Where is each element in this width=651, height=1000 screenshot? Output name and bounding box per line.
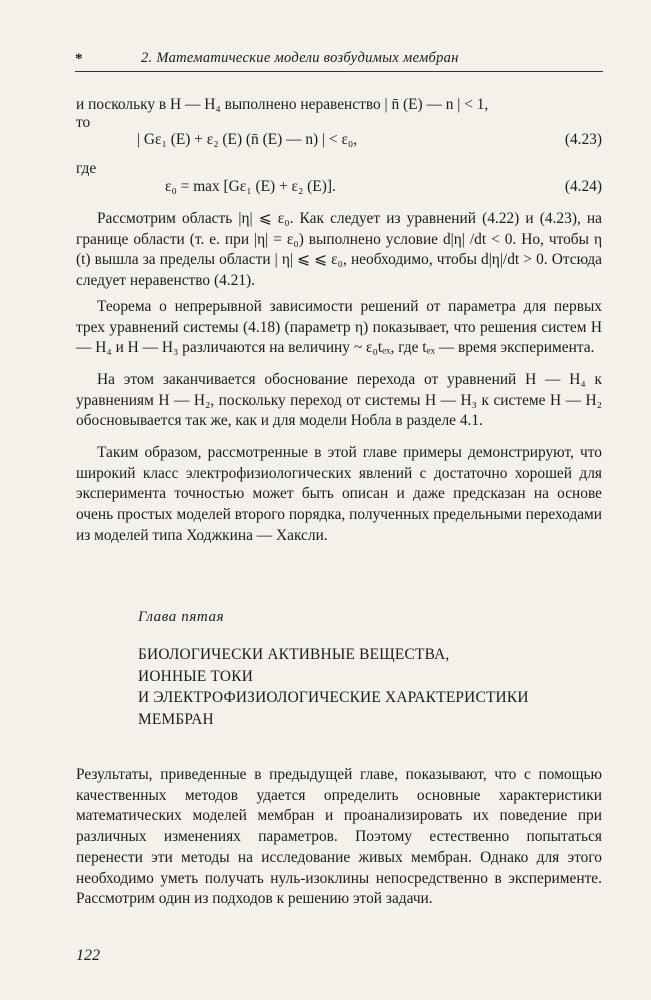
- equation-number-4-23: (4.23): [564, 131, 602, 148]
- to-word: то: [76, 114, 91, 131]
- paragraph-conclusion: Таким образом, рассмотренные в этой главе примеры демонстрируют, что широкий класс электрофизиологических явлений с достаточно хорошей для эксперимента точностью может быть описан и даже предсказан на основе очень простых моделей второго порядка, полученных предельными переходами из моделей типа Ходжкина — Хаксли.: [76, 444, 602, 544]
- equation-4-23: | Gε₁ (E) + ε₂ (E) (n̄ (E) — n) | < ε₀,: [137, 131, 358, 148]
- header-mark: *: [75, 51, 83, 67]
- where-word: где: [76, 160, 97, 177]
- paragraph-theorem: Теорема о непрерывной зависимости решений от параметра для первых трех уравнений системы (4.18) (параметр η) показывает, что решения систем H — H₄ и H — H₃ различаются на величину ~ ε₀tₑₓ, где tₑₓ — время эксперимента.: [76, 298, 602, 357]
- paragraph-region: Рассмотрим область |η| ⩽ ε₀. Как следует из уравнений (4.22) и (4.23), на границе области (т. е. при |η| = ε₀) выполнено условие d|η| /dt < 0. Но, чтобы η (t) вышла за пределы области | η| ⩽ ⩽ ε₀, необходимо, чтобы d|η|/dt > 0. Отсюда следует неравенство (4.21).: [76, 210, 602, 290]
- chapter-title-line: ИОННЫЕ ТОКИ: [138, 667, 254, 685]
- running-header: [75, 45, 603, 72]
- chapter-title-line: БИОЛОГИЧЕСКИ АКТИВНЫЕ ВЕЩЕСТВА,: [138, 646, 450, 663]
- chapter-title-line: МЕМБРАН: [138, 710, 214, 728]
- intro-line: и поскольку в H — H₄ выполнено неравенство | n̄ (E) — n | < 1,: [76, 96, 489, 113]
- chapter-intro-paragraph: Результаты, приведенные в предыдущей главе, показывают, что с помощью качественных методов удается определить основные характеристики математических моделей мембран и проанализировать их поведение при различных изменениях параметров. Поэтому естественно попытаться перенести эти методы на исследование живых мембран. Однако для этого необходимо уметь получать нуль-изоклины непосредственно в эксперименте. Рассмотрим один из подходов к решению этой задачи.: [76, 766, 602, 908]
- chapter-title: [138, 644, 608, 730]
- running-title: 2. Математические модели возбудимых мембран: [141, 50, 459, 66]
- chapter-title-line: И ЭЛЕКТРОФИЗИОЛОГИЧЕСКИЕ ХАРАКТЕРИСТИКИ: [138, 689, 529, 706]
- page-number: 122: [76, 947, 100, 964]
- paragraph-transition: На этом заканчивается обоснование перехода от уравнений H — H₄ к уравнениям H — H₂, поскольку переход от системы H — H₃ к системе H — H₂ обосновывается так же, как и для модели Нобла в разделе 4.1.: [76, 371, 602, 430]
- equation-4-24: ε₀ = max [Gε₁ (E) + ε₂ (E)].: [165, 178, 336, 195]
- equation-number-4-24: (4.24): [564, 178, 602, 195]
- chapter-label: Глава пятая: [138, 609, 225, 625]
